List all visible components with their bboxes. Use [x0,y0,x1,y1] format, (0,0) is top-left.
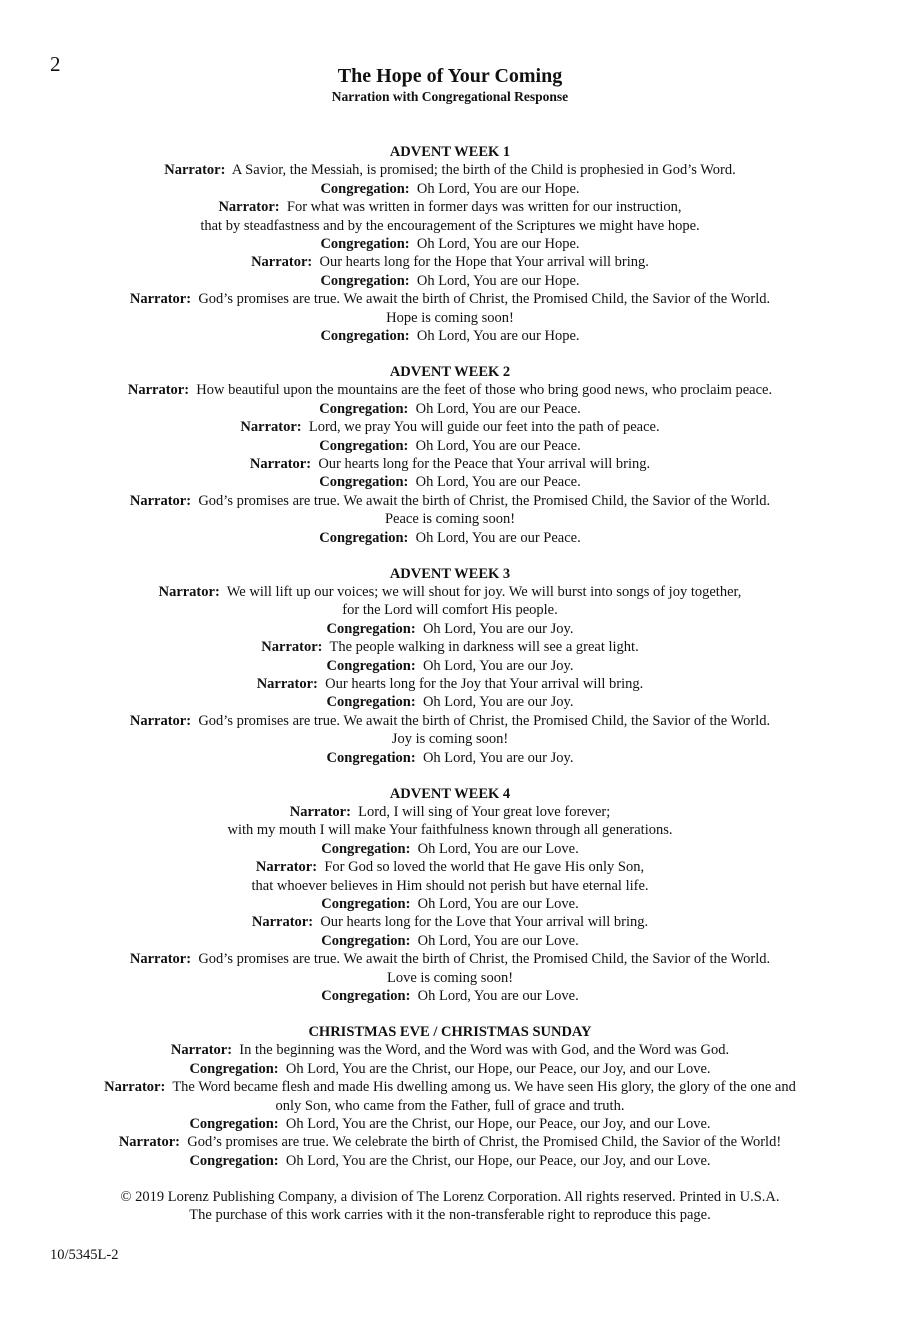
speaker-label: Narrator: [289,803,351,820]
line-text: Joy is coming soon! [391,731,509,748]
catalog-code: 10/5345L-2 [50,1247,119,1263]
line-text: only Son, who came from the Father, full of grace and truth. [275,1097,625,1114]
congregation-line [0,620,900,638]
line-text: The Word became flesh and made His dwelling among us. We have seen His glory, the glory of the one and [172,1079,796,1096]
line-text: Oh Lord, You are the Christ, our Hope, our Peace, our Joy, and our Love. [285,1152,711,1169]
line-text: Oh Lord, You are our Love. [417,840,579,857]
line-text: God’s promises are true. We celebrate the birth of Christ, the Promised Child, the Savior of the World! [187,1134,782,1151]
line-text: Oh Lord, You are our Hope. [416,328,580,345]
narrator-line [0,638,900,656]
continuation-line [0,601,900,619]
page-number: 2 [50,52,61,76]
section-heading: ADVENT WEEK 1 [389,144,511,160]
line-text: Love is coming soon! [386,969,514,986]
line-text: Oh Lord, You are our Love. [417,987,579,1004]
header [0,64,900,106]
congregation-line [0,657,900,675]
speaker-label: Congregation: [326,657,416,674]
speaker-label: Congregation: [189,1115,279,1132]
speaker-label: Narrator: [118,1134,180,1151]
congregation-line [0,987,900,1005]
copyright-notice [0,1188,900,1225]
continuation-line [0,309,900,327]
speaker-label: Congregation: [319,529,409,546]
line-text: Oh Lord, You are our Love. [417,932,579,949]
speaker-label: Narrator: [129,291,192,308]
speaker-label: Congregation: [326,620,416,637]
page-subtitle: Narration with Congregational Response [331,89,569,104]
continuation-line [0,969,900,987]
line-text: We will lift up our voices; we will shout for joy. We will burst into songs of joy together, [226,583,742,600]
line-text: Oh Lord, You are the Christ, our Hope, our Peace, our Joy, and our Love. [285,1115,711,1132]
narrator-line [0,803,900,821]
narrator-line [0,253,900,271]
narrator-line [0,418,900,436]
line-text: for the Lord will comfort His people. [342,602,558,619]
congregation-line [0,529,900,547]
continuation-line [0,1097,900,1115]
line-text: Our hearts long for the Joy that Your arrival will bring. [325,675,644,692]
page-title: The Hope of Your Coming [337,65,563,87]
narrator-line [0,1078,900,1096]
narrator-line [0,950,900,968]
speaker-label: Congregation: [321,932,411,949]
line-text: Oh Lord, You are our Hope. [416,180,580,197]
narrator-line [0,381,900,399]
speaker-label: Congregation: [189,1060,279,1077]
speaker-label: Congregation: [319,437,409,454]
line-text: For what was written in former days was written for our instruction, [286,199,682,216]
speaker-label: Congregation: [320,328,410,345]
line-text: Oh Lord, You are our Peace. [415,474,581,491]
speaker-label: Narrator: [164,162,226,179]
speaker-label: Narrator: [129,951,192,968]
line-text: In the beginning was the Word, and the Word was with God, and the Word was God. [239,1042,730,1059]
line-text: Oh Lord, You are our Hope. [416,272,580,289]
line-text: Our hearts long for the Hope that Your arrival will bring. [319,254,649,271]
speaker-label: Narrator: [255,859,318,876]
line-text: God’s promises are true. We await the birth of Christ, the Promised Child, the Savior of the World. [198,492,771,509]
speaker-label: Narrator: [251,914,314,931]
congregation-line [0,400,900,418]
copyright-line: The purchase of this work carries with it the non-transferable right to reproduce this page. [189,1207,711,1224]
congregation-line [0,932,900,950]
congregation-line [0,235,900,253]
congregation-line [0,895,900,913]
line-text: Oh Lord, You are our Peace. [415,400,581,417]
speaker-label: Narrator: [104,1079,166,1096]
speaker-label: Narrator: [218,199,280,216]
congregation-line [0,1152,900,1170]
speaker-label: Narrator: [251,254,313,271]
liturgy-body [0,143,900,1224]
line-text: Oh Lord, You are our Joy. [422,694,574,711]
section-heading: ADVENT WEEK 2 [389,363,511,380]
narrator-line [0,290,900,308]
speaker-label: Congregation: [326,694,416,711]
section-heading: ADVENT WEEK 3 [389,565,511,582]
speaker-label: Congregation: [320,272,410,289]
narrator-line [0,858,900,876]
speaker-label: Narrator: [158,583,220,600]
continuation-line [0,730,900,748]
section-heading: CHRISTMAS EVE / CHRISTMAS SUNDAY [308,1023,592,1040]
line-text: Peace is coming soon! [384,511,516,528]
narrator-line [0,455,900,473]
congregation-line [0,840,900,858]
speaker-label: Congregation: [326,749,416,766]
line-text: Our hearts long for the Peace that Your arrival will bring. [318,456,651,472]
line-text: Lord, I will sing of Your great love forever; [358,803,611,820]
line-text: Oh Lord, You are our Hope. [416,236,580,253]
line-text: Oh Lord, You are our Joy. [422,749,574,766]
line-text: Oh Lord, You are our Peace. [415,529,581,546]
line-text: God’s promises are true. We await the birth of Christ, the Promised Child, the Savior of the World. [198,951,771,968]
narrator-line [0,161,900,179]
speaker-label: Narrator: [256,675,318,692]
congregation-line [0,327,900,345]
speaker-label: Narrator: [261,639,323,656]
line-text: Our hearts long for the Love that Your arrival will bring. [320,914,649,931]
continuation-line [0,217,900,235]
congregation-line [0,693,900,711]
congregation-line [0,749,900,767]
line-text: God’s promises are true. We await the birth of Christ, the Promised Child, the Savior of the World. [198,712,771,729]
line-text: Oh Lord, You are our Joy. [422,620,574,637]
congregation-line [0,437,900,455]
speaker-label: Congregation: [321,840,411,857]
line-text: Hope is coming soon! [386,309,514,326]
line-text: Oh Lord, You are the Christ, our Hope, our Peace, our Joy, and our Love. [285,1060,711,1077]
congregation-line [0,180,900,198]
section [0,363,900,547]
copyright-line: © 2019 Lorenz Publishing Company, a division of The Lorenz Corporation. All rights reserved. Printed in U.S.A. [120,1188,780,1205]
speaker-label: Narrator: [240,419,302,436]
speaker-label: Congregation: [321,895,411,912]
section [0,785,900,1006]
narrator-line [0,675,900,693]
speaker-label: Congregation: [319,400,409,417]
speaker-label: Narrator: [129,492,192,509]
section [0,143,900,345]
congregation-line [0,1060,900,1078]
line-text: A Savior, the Messiah, is promised; the birth of the Child is prophesied in God’s Word. [231,162,736,179]
speaker-label: Narrator: [129,712,192,729]
narrator-line [0,1133,900,1151]
speaker-label: Congregation: [320,180,410,197]
line-text: God’s promises are true. We await the birth of Christ, the Promised Child, the Savior of the World. [198,291,771,308]
speaker-label: Narrator: [127,382,190,399]
speaker-label: Congregation: [319,474,409,491]
line-text: The people walking in darkness will see a great light. [329,639,639,656]
section [0,1023,900,1170]
line-text: Oh Lord, You are our Love. [417,895,579,912]
narrator-line [0,492,900,510]
line-text: For God so loved the world that He gave His only Son, [324,859,645,876]
speaker-label: Congregation: [321,987,411,1004]
congregation-line [0,1115,900,1133]
speaker-label: Congregation: [320,236,410,253]
speaker-label: Congregation: [189,1152,279,1169]
narrator-line [0,198,900,216]
congregation-line [0,473,900,491]
line-text: Oh Lord, You are our Peace. [415,437,581,454]
speaker-label: Narrator: [170,1042,233,1059]
line-text: that whoever believes in Him should not perish but have eternal life. [251,877,649,894]
line-text: that by steadfastness and by the encouragement of the Scriptures we might have hope. [200,217,700,234]
section-heading: ADVENT WEEK 4 [389,785,511,802]
speaker-label: Narrator: [249,456,312,472]
line-text: How beautiful upon the mountains are the feet of those who bring good news, who proclaim peace. [196,382,773,399]
continuation-line [0,821,900,839]
section [0,565,900,767]
line-text: Lord, we pray You will guide our feet into the path of peace. [308,419,660,436]
line-text: with my mouth I will make Your faithfulness known through all generations. [227,822,673,839]
narrator-line [0,712,900,730]
narrator-line [0,583,900,601]
narrator-line [0,1041,900,1059]
continuation-line [0,510,900,528]
line-text: Oh Lord, You are our Joy. [422,657,574,674]
continuation-line [0,877,900,895]
congregation-line [0,272,900,290]
narrator-line [0,913,900,931]
